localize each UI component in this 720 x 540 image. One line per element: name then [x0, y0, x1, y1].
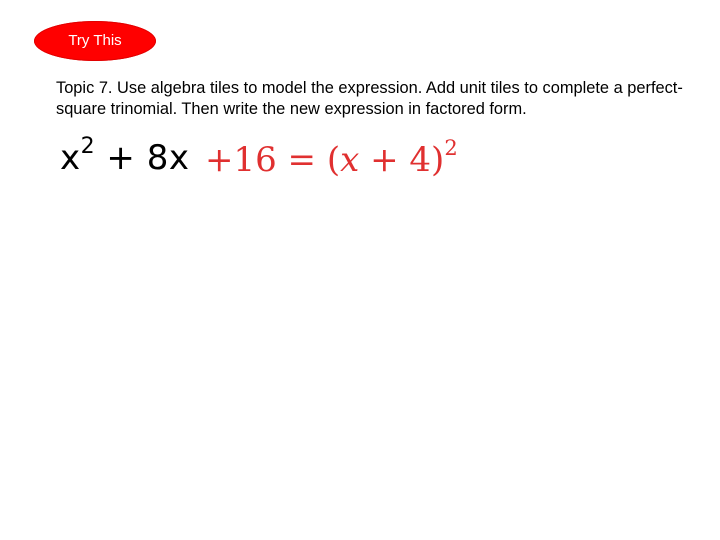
linear-term: + 8x — [95, 138, 190, 178]
given-expression — [60, 133, 190, 178]
answer-rest: + 4) — [359, 140, 445, 180]
try-this-badge: Try This — [34, 21, 156, 61]
answer-variable: x — [340, 140, 360, 180]
instructions-text: Topic 7. Use algebra tiles to model the expression. Add unit tiles to complete a perfect-square trinomial. Then write the new expression in factored form. — [56, 79, 683, 118]
answer-expression — [205, 135, 458, 180]
answer-constant: +16 = ( — [205, 140, 341, 180]
base-variable: x — [60, 138, 81, 178]
base-exponent: 2 — [80, 133, 96, 159]
answer-exponent: 2 — [444, 135, 458, 160]
